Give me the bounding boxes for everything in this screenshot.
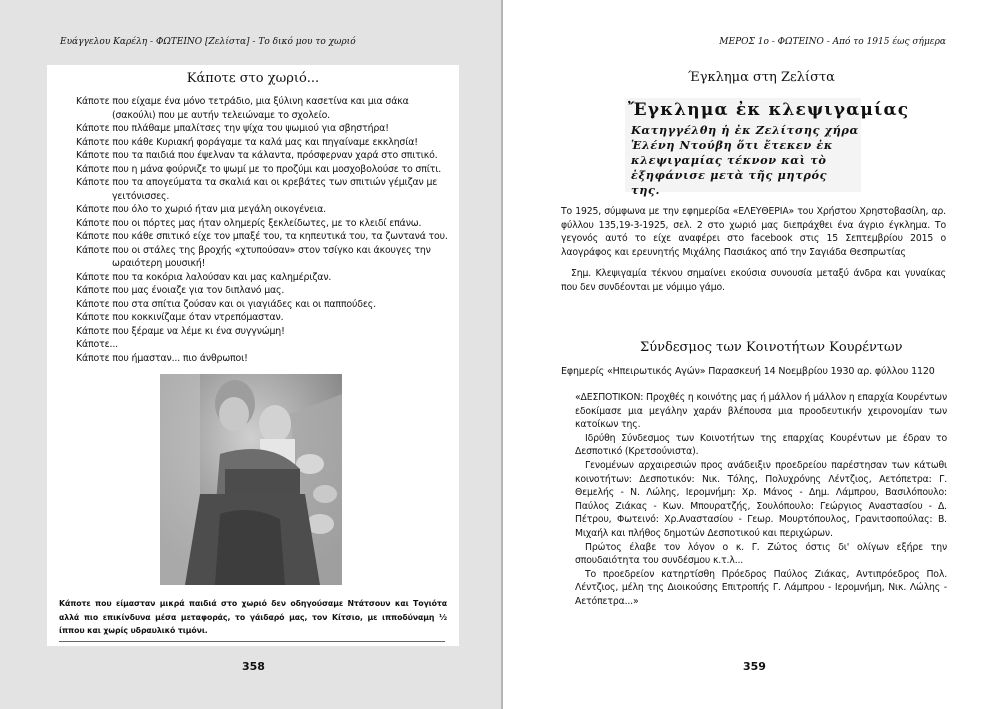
newspaper-quote <box>575 391 947 609</box>
poem <box>76 95 448 365</box>
running-head-left: Ευάγγελου Καρέλη - ΦΩΤΕΙΝΟ [Ζελίστα] - Το δικό μου το χωριό <box>60 37 356 47</box>
poem-line: Κάποτε που οι πόρτες μας ήταν ολημερίς ξεκλείδωτες, με το κλειδί επάνω. <box>76 217 422 229</box>
poem-line: Κάποτε που η μάνα φούρνιζε το ψωμί με το προζύμι και μοσχοβολούσε το σπίτι. <box>76 163 442 175</box>
clipping-headline: Ἔγκλημα ἐκ κλεψιγαμίας <box>628 100 910 120</box>
poem-line: Κάποτε που τα απογεύματα τα σκαλιά και οι κρεβάτες των σπιτιών γέμιζαν με γειτόνισσες. <box>76 177 438 202</box>
crime-paragraph <box>561 205 946 259</box>
crime-note <box>561 267 946 294</box>
poem-line: Κάποτε που κάθε σπιτικό είχε τον μπαξέ του, τα κηπευτικά του, τα ζωντανά του. <box>76 231 448 242</box>
poem-line: Κάποτε που οι στάλες της βροχής «χτυπούσαν» στον τσίγκο και άκουγες την ωραιότερη μουσική! <box>76 244 431 269</box>
photo-caption: Κάποτε που είμασταν μικρά παιδιά στο χωριό δεν οδηγούσαμε Ντάτσουν και Τογιότα αλλά πιο επικίνδυνα μέσα μεταφοράς, το γάιδαρό μας, τον Κίτσιο, με ιπποδύναμη ½ ίππου και χωρίς υδραυλικό τιμόνι. <box>59 599 447 635</box>
poem-title: Κάποτε στο χωριό... <box>186 71 320 86</box>
poem-line: Κάποτε... <box>76 339 119 350</box>
page-number-right: 359 <box>743 660 766 673</box>
newspaper-clipping <box>625 98 910 197</box>
poem-line: Κάποτε που είχαμε ένα μόνο τετράδιο, μια ξύλινη κασετίνα και μια σάκα (σακούλι) που με αυτήν τελειώναμε το σχολείο. <box>76 96 409 121</box>
quote-paragraph: Πρώτος έλαβε τον λόγον ο κ. Γ. Ζώτος όστις δι' ολίγων εξήρε την σπουδαιότητα του συνδέσμου κ.τ.λ... <box>575 541 947 567</box>
source-text: Εφημερίς «Ηπειρωτικός Αγών» Παρασκευή 14 Νοεμβρίου 1930 αρ. φύλλου 1120 <box>561 366 935 377</box>
newspaper-source <box>561 365 946 379</box>
caption-divider <box>59 641 445 642</box>
poem-line: Κάποτε που ήμασταν... πιο άνθρωποι! <box>76 352 248 364</box>
poem-line: Κάποτε που κάθε Κυριακή φοράγαμε τα καλά μας και πηγαίναμε εκκλησία! <box>76 136 418 148</box>
clipping-body: Κατηγγέλθη ἡ ἐκ Ζελίτσης χήρα Ἑλένη Ντούβη ὅτι ἔτεκεν ἐκ κλεψιγαμίας τέκνον καὶ τὸ ἐξηφάνισε μετὰ τῆς μητρός της. <box>631 123 859 197</box>
quote-paragraph: Ιδρύθη Σύνδεσμος των Κοινοτήτων της επαρχίας Κουρέντων με έδραν το Δεσποτικό (Κρετσούνιστα). <box>575 432 947 458</box>
note-text: Σημ. Κλεψιγαμία τέκνου σημαίνει εκούσια συνουσία μεταξύ άνδρα και γυναίκας που δεν συνδέονται με νόμιμο γάμο. <box>561 268 946 293</box>
poem-line: Κάποτε που τα παιδιά που έψελναν τα κάλαντα, πρόσφερναν χαρά στο σπιτικό. <box>76 150 438 161</box>
poem-line: Κάποτε που κοκκινίζαμε όταν ντρεπόμασταν. <box>76 312 284 323</box>
quote-paragraph: Γενομένων αρχαιρεσιών προς ανάδειξιν προεδρείου παρέστησαν των κάτωθι κοινοτήτων: Δεσποτικόν: Νικ. Τόλης, Πολυχρόνης Λέντζιος, Αετόπετρα: Γ. Θεμελής - Ν. Λώλης, Ιερομνήμη: Χρ. Μάνος - Δημ. Λάμπρου, Βασιλόπουλο: Παύλος Ζιάκας - Κων. Μπουρατζής, Σουλόπουλο: Γεώργιος Αναστασίου - Δ. Πέτρου, Φωτεινό: Χρ.Αναστασίου - Γεωρ. Μουρτόπουλος, Γρανιτσοπούλας: Β. Μιχαήλ και πλήθος δημοτών Δεσποτικού και περιχώρων. <box>575 459 947 539</box>
poem-line: Κάποτε που τα κοκόρια λαλούσαν και μας καλημέριζαν. <box>76 271 332 283</box>
page-number-left: 358 <box>242 660 265 673</box>
running-head-right: ΜΕΡΟΣ 1ο - ΦΩΤΕΙΝΟ - Από το 1915 έως σήμερα <box>719 37 946 47</box>
crime-text: Το 1925, σύμφωνα με την εφημερίδα «ΕΛΕΥΘΕΡΙΑ» του Χρήστου Χρηστοβασίλη, αρ. φύλλου 135,19-3-1925, σελ. 2 στο χωριό μας διεπράχθει ένα άγριο έγκλημα. Το γεγονός αυτό το είχε αναφέρει στο facebook στις 15 Σεπτεμβρίου 2015 ο λαογράφος και ερευνητής Μιχάλης Πασιάκος από την Σαγιάδα Θεσπρωτίας <box>561 206 946 258</box>
section-title-crime: Έγκλημα στη Ζελίστα <box>688 70 835 85</box>
poem-line: Κάποτε που μας ένοιαζε για τον διπλανό μας. <box>76 285 285 296</box>
poem-line: Κάποτε που πλάθαμε μπαλίτσες την ψίχα του ψωμιού για σβηστήρα! <box>76 123 389 134</box>
left-page <box>0 0 501 709</box>
quote-paragraph: «ΔΕΣΠΟΤΙΚΟΝ: Προχθές η κοινότης μας ή μάλλον ή μάλλον η επαρχία Κουρέντων εδοκίμασε μια μεγάλην χαράν βλέπουσα μια προοδευτικήν χειρονομίαν των κατοίκων της. <box>575 392 947 431</box>
content-box <box>47 65 459 646</box>
poem-line: Κάποτε που ξέραμε να λέμε κι ένα συγγνώμη! <box>76 325 285 337</box>
section-title-association: Σύνδεσμος των Κοινοτήτων Κουρέντων <box>640 340 903 355</box>
poem-line: Κάποτε που όλο το χωριό ήταν μια μεγάλη οικογένεια. <box>76 204 326 215</box>
photo-children-on-donkey <box>160 374 342 585</box>
poem-line: Κάποτε που στα σπίτια ζούσαν και οι γιαγιάδες και οι παππούδες. <box>76 298 376 310</box>
photo-illustration <box>160 374 342 585</box>
quote-paragraph: Το προεδρείον κατηρτίσθη Πρόεδρος Παύλος Ζιάκας, Αντιπρόεδρος Πολ. Λέντζιος, μέλη της Διοικούσης Επιτροπής Γ. Λάμπρου - Ιερομνήμη, Νικ. Λώλης - Αετόπετρα...» <box>575 568 947 607</box>
